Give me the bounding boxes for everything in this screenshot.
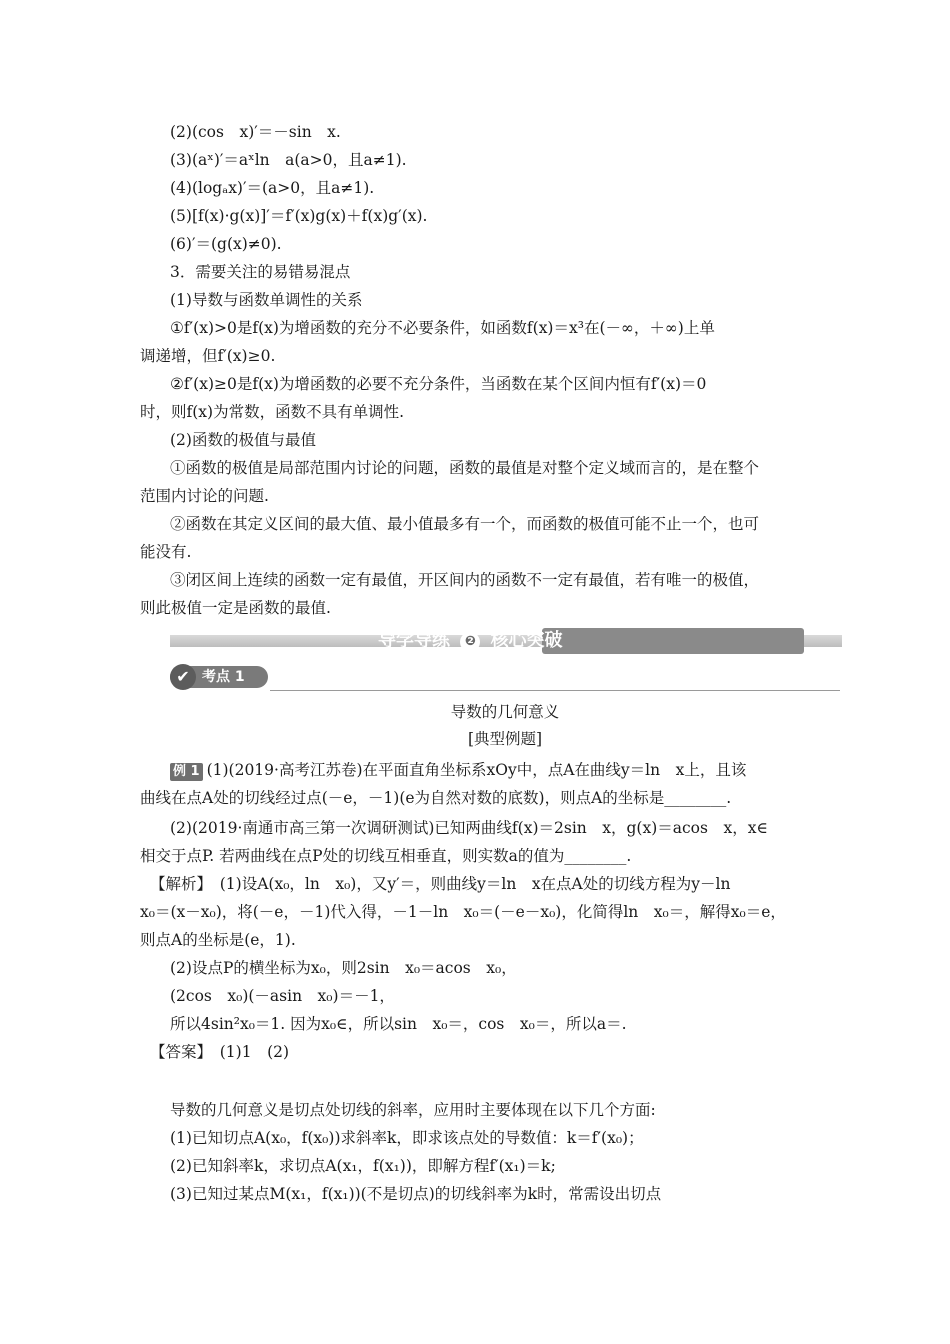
formula-line: (4)(logₐx)′＝(a>0，且a≠1).: [170, 179, 375, 197]
paragraph-line: 能没有.: [140, 543, 192, 561]
paragraph-line: ②函数在其定义区间的最大值、最小值最多有一个，而函数的极值可能不止一个，也可: [170, 515, 760, 533]
section-title: 导数的几何意义: [450, 703, 560, 721]
solution-line: (2cos x₀)(－asin x₀)＝－1，: [170, 987, 395, 1005]
banner-cap: [542, 628, 804, 654]
paragraph-line: ②f′(x)≥0是f(x)为增函数的必要不充分条件，当函数在某个区间内恒有f′(x)＝0: [170, 375, 707, 393]
example-line: 相交于点P. 若两曲线在点P处的切线互相垂直，则实数a的值为________.: [140, 847, 632, 865]
check-icon: ✔: [170, 664, 196, 690]
section-heading: 3．需要关注的易错易混点: [170, 263, 351, 281]
banner-circle-icon: ❷: [460, 632, 480, 652]
formula-line: (5)[f(x)·g(x)]′＝f′(x)g(x)＋f(x)g′(x).: [170, 207, 428, 225]
paragraph-line: ①函数的极值是局部范围内讨论的问题，函数的最值是对整个定义域而言的，是在整个: [170, 459, 760, 477]
formula-line: (6)′＝(g(x)≠0).: [170, 235, 282, 253]
paragraph-line: ①f′(x)>0是f(x)为增函数的充分不必要条件，如函数f(x)＝x³在(－∞，＋∞)上单: [170, 319, 715, 337]
example-line: 曲线在点A处的切线经过点(－e，－1)(e为自然对数的底数)，则点A的坐标是________.: [140, 789, 732, 807]
example-text: (1)(2019·高考江苏卷)在平面直角坐标系xOy中，点A在曲线y＝ln x上，且该: [206, 761, 747, 779]
paragraph-line: 时，则f(x)为常数，函数不具有单调性.: [140, 403, 405, 421]
formula-line: (3)(aˣ)′＝aˣln a(a>0，且a≠1).: [170, 151, 407, 169]
paragraph-line: 则此极值一定是函数的最值.: [140, 599, 331, 617]
answer-line: 【答案】 (1)1 (2): [150, 1043, 290, 1061]
paragraph-line: ③闭区间上连续的函数一定有最值，开区间内的函数不一定有最值，若有唯一的极值，: [170, 571, 760, 589]
divider: [270, 690, 840, 691]
solution-line: 所以4sin²x₀＝1. 因为x₀∈，所以sin x₀＝，cos x₀＝，所以a＝.: [170, 1015, 627, 1033]
formula-line: (2)(cos x)′＝－sin x.: [170, 123, 341, 141]
paragraph-line: 范围内讨论的问题.: [140, 487, 269, 505]
example-line: [170, 760, 815, 781]
kaodian-label: 考点 1: [202, 669, 245, 685]
kaodian-badge: [170, 664, 270, 690]
example-label: 例 1: [170, 763, 203, 781]
summary-line: (1)已知切点A(x₀，f(x₀))求斜率k，即求该点处的导数值：k＝f′(x₀)；: [170, 1129, 644, 1147]
summary-line: (2)已知斜率k，求切点A(x₁，f(x₁))，即解方程f′(x₁)＝k;: [170, 1157, 556, 1175]
banner-title: [378, 629, 563, 653]
solution-line: 则点A的坐标是(e，1).: [140, 931, 296, 949]
solution-line: 【解析】 (1)设A(x₀，ln x₀)，又y′＝，则曲线y＝ln x在点A处的切线方程为y－ln: [150, 875, 731, 893]
subsection-heading: (1)导数与函数单调性的关系: [170, 291, 363, 309]
paragraph-line: 调递增，但f′(x)≥0.: [140, 347, 276, 365]
example-line: (2)(2019·南通市高三第一次调研测试)已知两曲线f(x)＝2sin x，g(x)＝acos x，x∈: [170, 819, 768, 837]
summary-line: (3)已知过某点M(x₁，f(x₁))(不是切点)的切线斜率为k时，常需设出切点: [170, 1185, 662, 1203]
solution-line: x₀＝(x－x₀)，将(－e，－1)代入得，－1－ln x₀＝(－e－x₀)，化简得ln x₀＝，解得x₀＝e，: [140, 903, 786, 921]
section-subtitle: [典型例题]: [467, 730, 543, 748]
banner-left-text: 导学导练: [378, 630, 450, 651]
solution-line: (2)设点P的横坐标为x₀，则2sin x₀＝acos x₀，: [170, 959, 517, 977]
summary-line: 导数的几何意义是切点处切线的斜率，应用时主要体现在以下几个方面:: [170, 1101, 656, 1119]
subsection-heading: (2)函数的极值与最值: [170, 431, 316, 449]
banner-right-text: 核心突破: [490, 630, 563, 651]
